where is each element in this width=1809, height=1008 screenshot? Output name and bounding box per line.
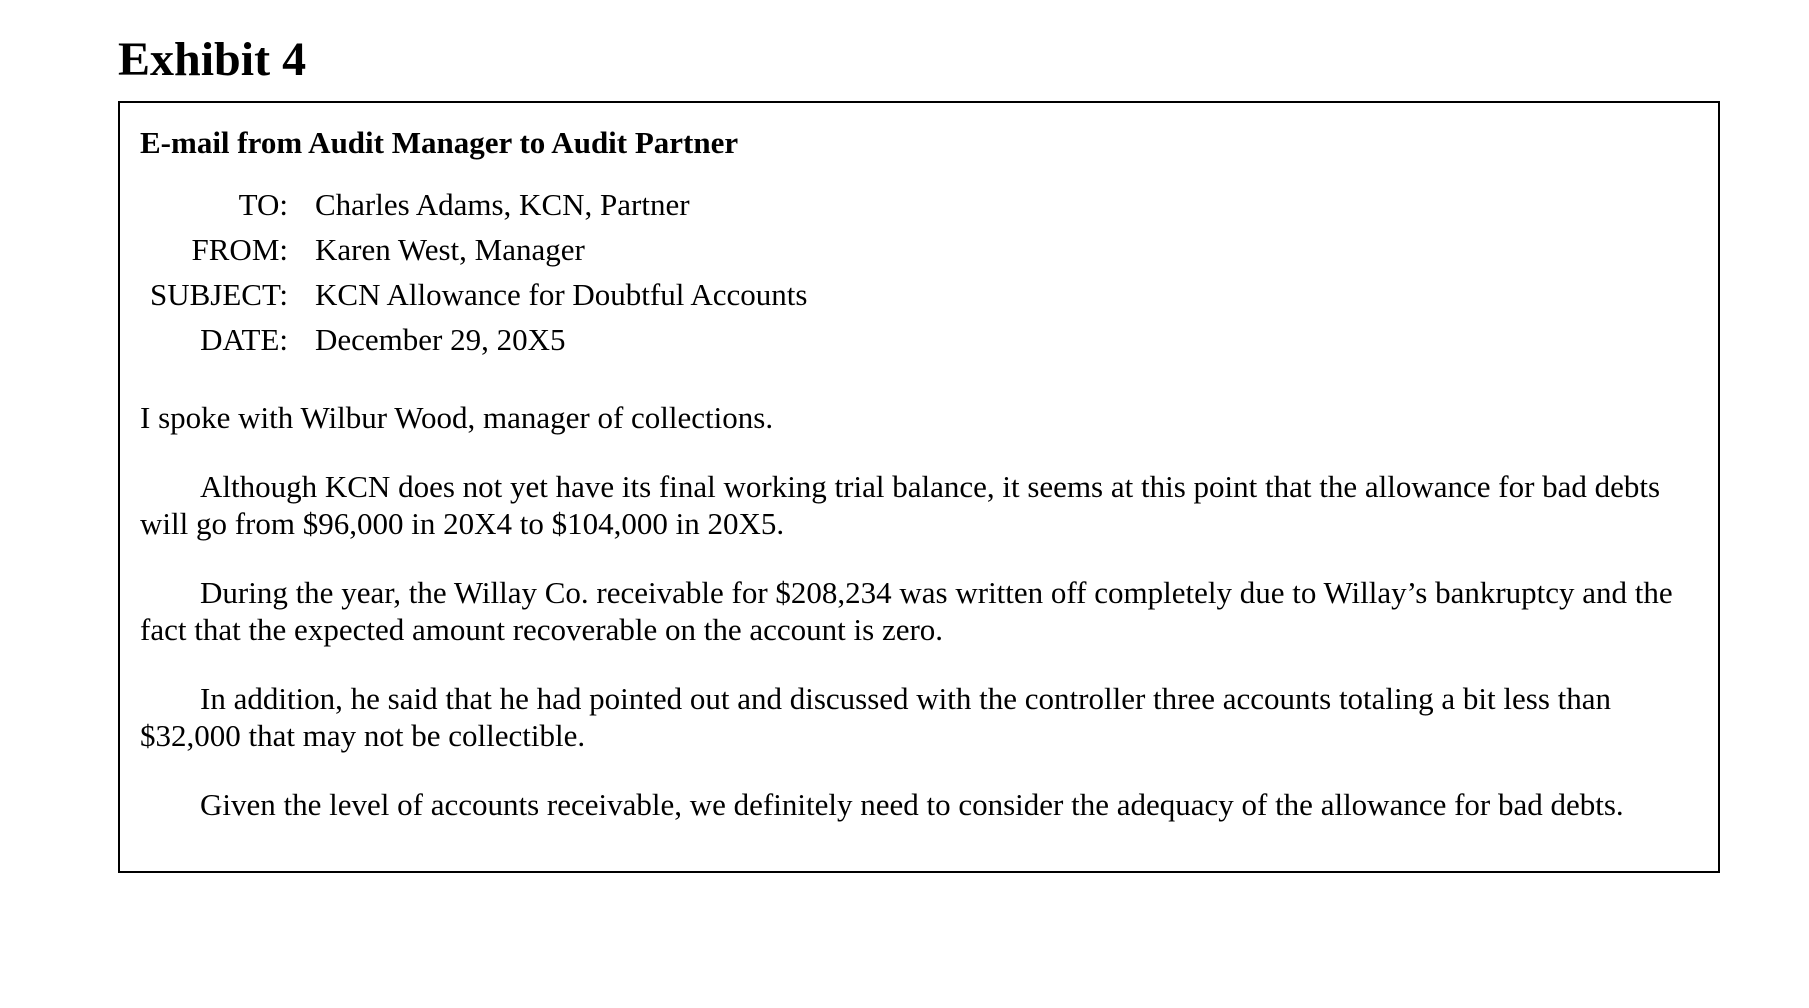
email-heading: E-mail from Audit Manager to Audit Partner xyxy=(140,125,739,160)
from-label: FROM: xyxy=(191,232,288,267)
email-header-row-to xyxy=(120,182,807,227)
email-body-paragraph: In addition, he said that he had pointed out and discussed with the controller three accounts totaling a bit less than $32,000 that may not be collectible. xyxy=(140,681,1612,753)
email-body-paragraph: Given the level of accounts receivable, we definitely need to consider the adequacy of the allowance for bad debts. xyxy=(200,787,1624,822)
email-header-row-from xyxy=(120,227,807,272)
email-box xyxy=(118,101,1720,873)
to-value: Charles Adams, KCN, Partner xyxy=(315,187,690,222)
email-body-paragraph: Although KCN does not yet have its final working trial balance, it seems at this point that the allowance for bad debts will go from $96,000 in 20X4 to $104,000 in 20X5. xyxy=(140,469,1661,541)
exhibit-title: Exhibit 4 xyxy=(118,33,307,86)
date-label: DATE: xyxy=(200,322,288,357)
email-body-paragraph: During the year, the Willay Co. receivable for $208,234 was written off completely due to Willay’s bankruptcy and the fact that the expected amount recoverable on the account is zero. xyxy=(140,575,1673,647)
email-header-table xyxy=(120,182,807,362)
email-header-row-date xyxy=(120,317,807,362)
subject-label: SUBJECT: xyxy=(150,277,288,312)
date-value: December 29, 20X5 xyxy=(315,322,566,357)
to-label: TO: xyxy=(238,187,288,222)
from-value: Karen West, Manager xyxy=(315,232,585,267)
email-header-row-subject xyxy=(120,272,807,317)
email-body-paragraph: I spoke with Wilbur Wood, manager of collections. xyxy=(140,400,774,435)
subject-value: KCN Allowance for Doubtful Accounts xyxy=(315,277,808,312)
